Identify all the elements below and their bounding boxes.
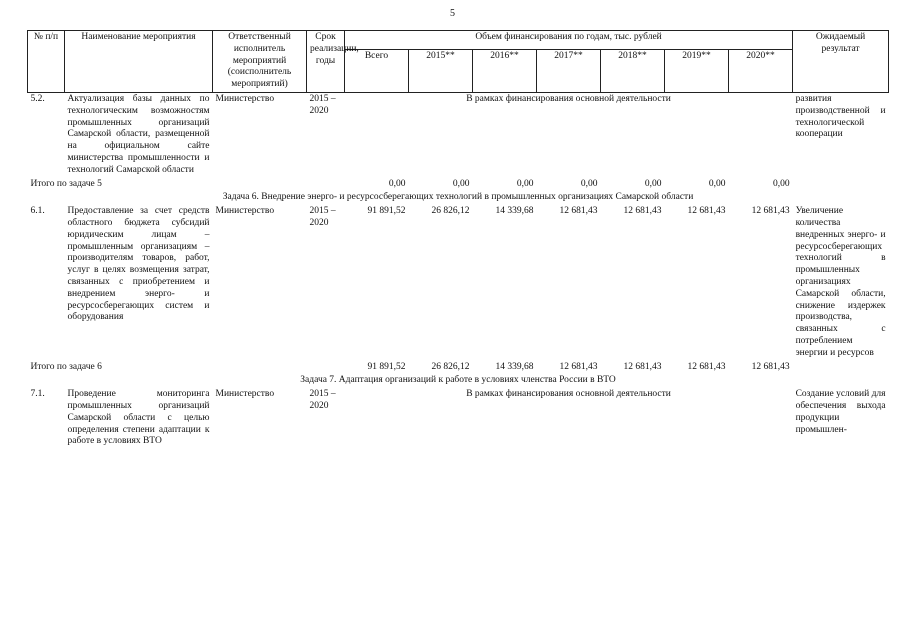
value-2018: 12 681,43 xyxy=(623,361,662,372)
measure-name: Проведение мониторинга промышленных организаций Самарской области с целью определения степени адаптации к работе в условиях ВТО xyxy=(67,389,210,447)
value-2017: 12 681,43 xyxy=(559,361,598,372)
value-2017: 12 681,43 xyxy=(559,206,598,217)
value-2020: 0,00 xyxy=(772,178,790,189)
value-2020: 12 681,43 xyxy=(751,361,790,372)
funding-note: В рамках финансирования основной деятельности xyxy=(466,389,671,400)
task-heading-7 xyxy=(28,374,889,388)
value-2018: 0,00 xyxy=(644,178,662,189)
executor: Министерство xyxy=(215,389,275,400)
total-row-task-6 xyxy=(28,361,889,375)
value-2015: 0,00 xyxy=(452,178,470,189)
row-number: 5.2. xyxy=(30,93,45,104)
value-2015: 26 826,12 xyxy=(431,206,470,217)
header-2019: 2019** xyxy=(665,49,729,92)
header-2017: 2017** xyxy=(537,49,601,92)
header-total: Всего xyxy=(345,49,409,92)
measure-name: Актуализация базы данных по технологическим возможностям промышленных организаций Самарской области, размещенной на официальном сайте министерства промышленности и технологий Самарской области xyxy=(67,93,210,175)
value-2016: 0,00 xyxy=(516,178,534,189)
value-2018: 12 681,43 xyxy=(623,206,662,217)
header-2015: 2015** xyxy=(409,49,473,92)
page-number: 5 xyxy=(450,8,455,19)
term: 2015 – 2020 xyxy=(309,389,336,411)
expected-result: Создание условий для обеспечения выхода продукции промышлен- xyxy=(795,389,886,435)
header-no: № п/п xyxy=(28,31,65,93)
header-row xyxy=(28,31,889,50)
header-2016: 2016** xyxy=(473,49,537,92)
executor: Министерство xyxy=(215,206,275,217)
table-row-7-1 xyxy=(28,388,889,449)
value-2016: 14 339,68 xyxy=(495,206,534,217)
header-name: Наименование мероприятия xyxy=(65,31,213,93)
header-term: Срок реализации, годы xyxy=(307,31,345,93)
row-number: 7.1. xyxy=(30,389,45,400)
value-2015: 26 826,12 xyxy=(431,361,470,372)
executor: Министерство xyxy=(215,93,275,104)
task-title: Задача 6. Внедрение энерго- и ресурсосберегающих технологий в промышленных организациях Самарской области xyxy=(222,192,694,203)
header-2020: 2020** xyxy=(729,49,793,92)
total-label: Итого по задаче 5 xyxy=(30,178,102,189)
term: 2015 – 2020 xyxy=(309,93,336,116)
total-value: 0,00 xyxy=(388,178,406,189)
task-heading-6 xyxy=(28,191,889,205)
table-row-6-1 xyxy=(28,205,889,360)
term: 2015 – 2020 xyxy=(309,206,336,228)
header-funding: Объем финансирования по годам, тыс. рублей xyxy=(345,31,793,50)
value-2016: 14 339,68 xyxy=(495,361,534,372)
measure-name: Предоставление за счет средств областного бюджета субсидий юридическим лицам – промышленным организациям – производителям товаров, работ, услуг в целях возмещения затрат, связанных с приобретением и внедрением энерго- и ресурсосберегающих систем и оборудования xyxy=(67,206,210,323)
header-2018: 2018** xyxy=(601,49,665,92)
header-result: Ожидаемый результат xyxy=(793,31,889,93)
task-title: Задача 7. Адаптация организаций к работе в условиях членства России в ВТО xyxy=(300,375,616,386)
funding-table xyxy=(27,30,889,449)
value-2019: 12 681,43 xyxy=(687,206,726,217)
total-value: 91 891,52 xyxy=(367,206,406,217)
total-label: Итого по задаче 6 xyxy=(30,361,102,372)
value-2019: 12 681,43 xyxy=(687,361,726,372)
row-number: 6.1. xyxy=(30,206,45,217)
total-value: 91 891,52 xyxy=(367,361,406,372)
value-2017: 0,00 xyxy=(580,178,598,189)
value-2019: 0,00 xyxy=(708,178,726,189)
table-row-5-2 xyxy=(28,92,889,177)
value-2020: 12 681,43 xyxy=(751,206,790,217)
total-row-task-5 xyxy=(28,178,889,192)
expected-result: Увеличение количества внедренных энерго- и ресурсосберегающих технологий в промышленных организациях Самарской области, снижение издержек производства, связанных с потреблением энергии и ресурсов xyxy=(795,206,886,358)
expected-result: развития производственной и технологической кооперации xyxy=(795,93,886,140)
header-executor: Ответственный исполнитель мероприятий (соисполнитель мероприятий) xyxy=(213,31,307,93)
funding-note: В рамках финансирования основной деятельности xyxy=(466,93,671,104)
